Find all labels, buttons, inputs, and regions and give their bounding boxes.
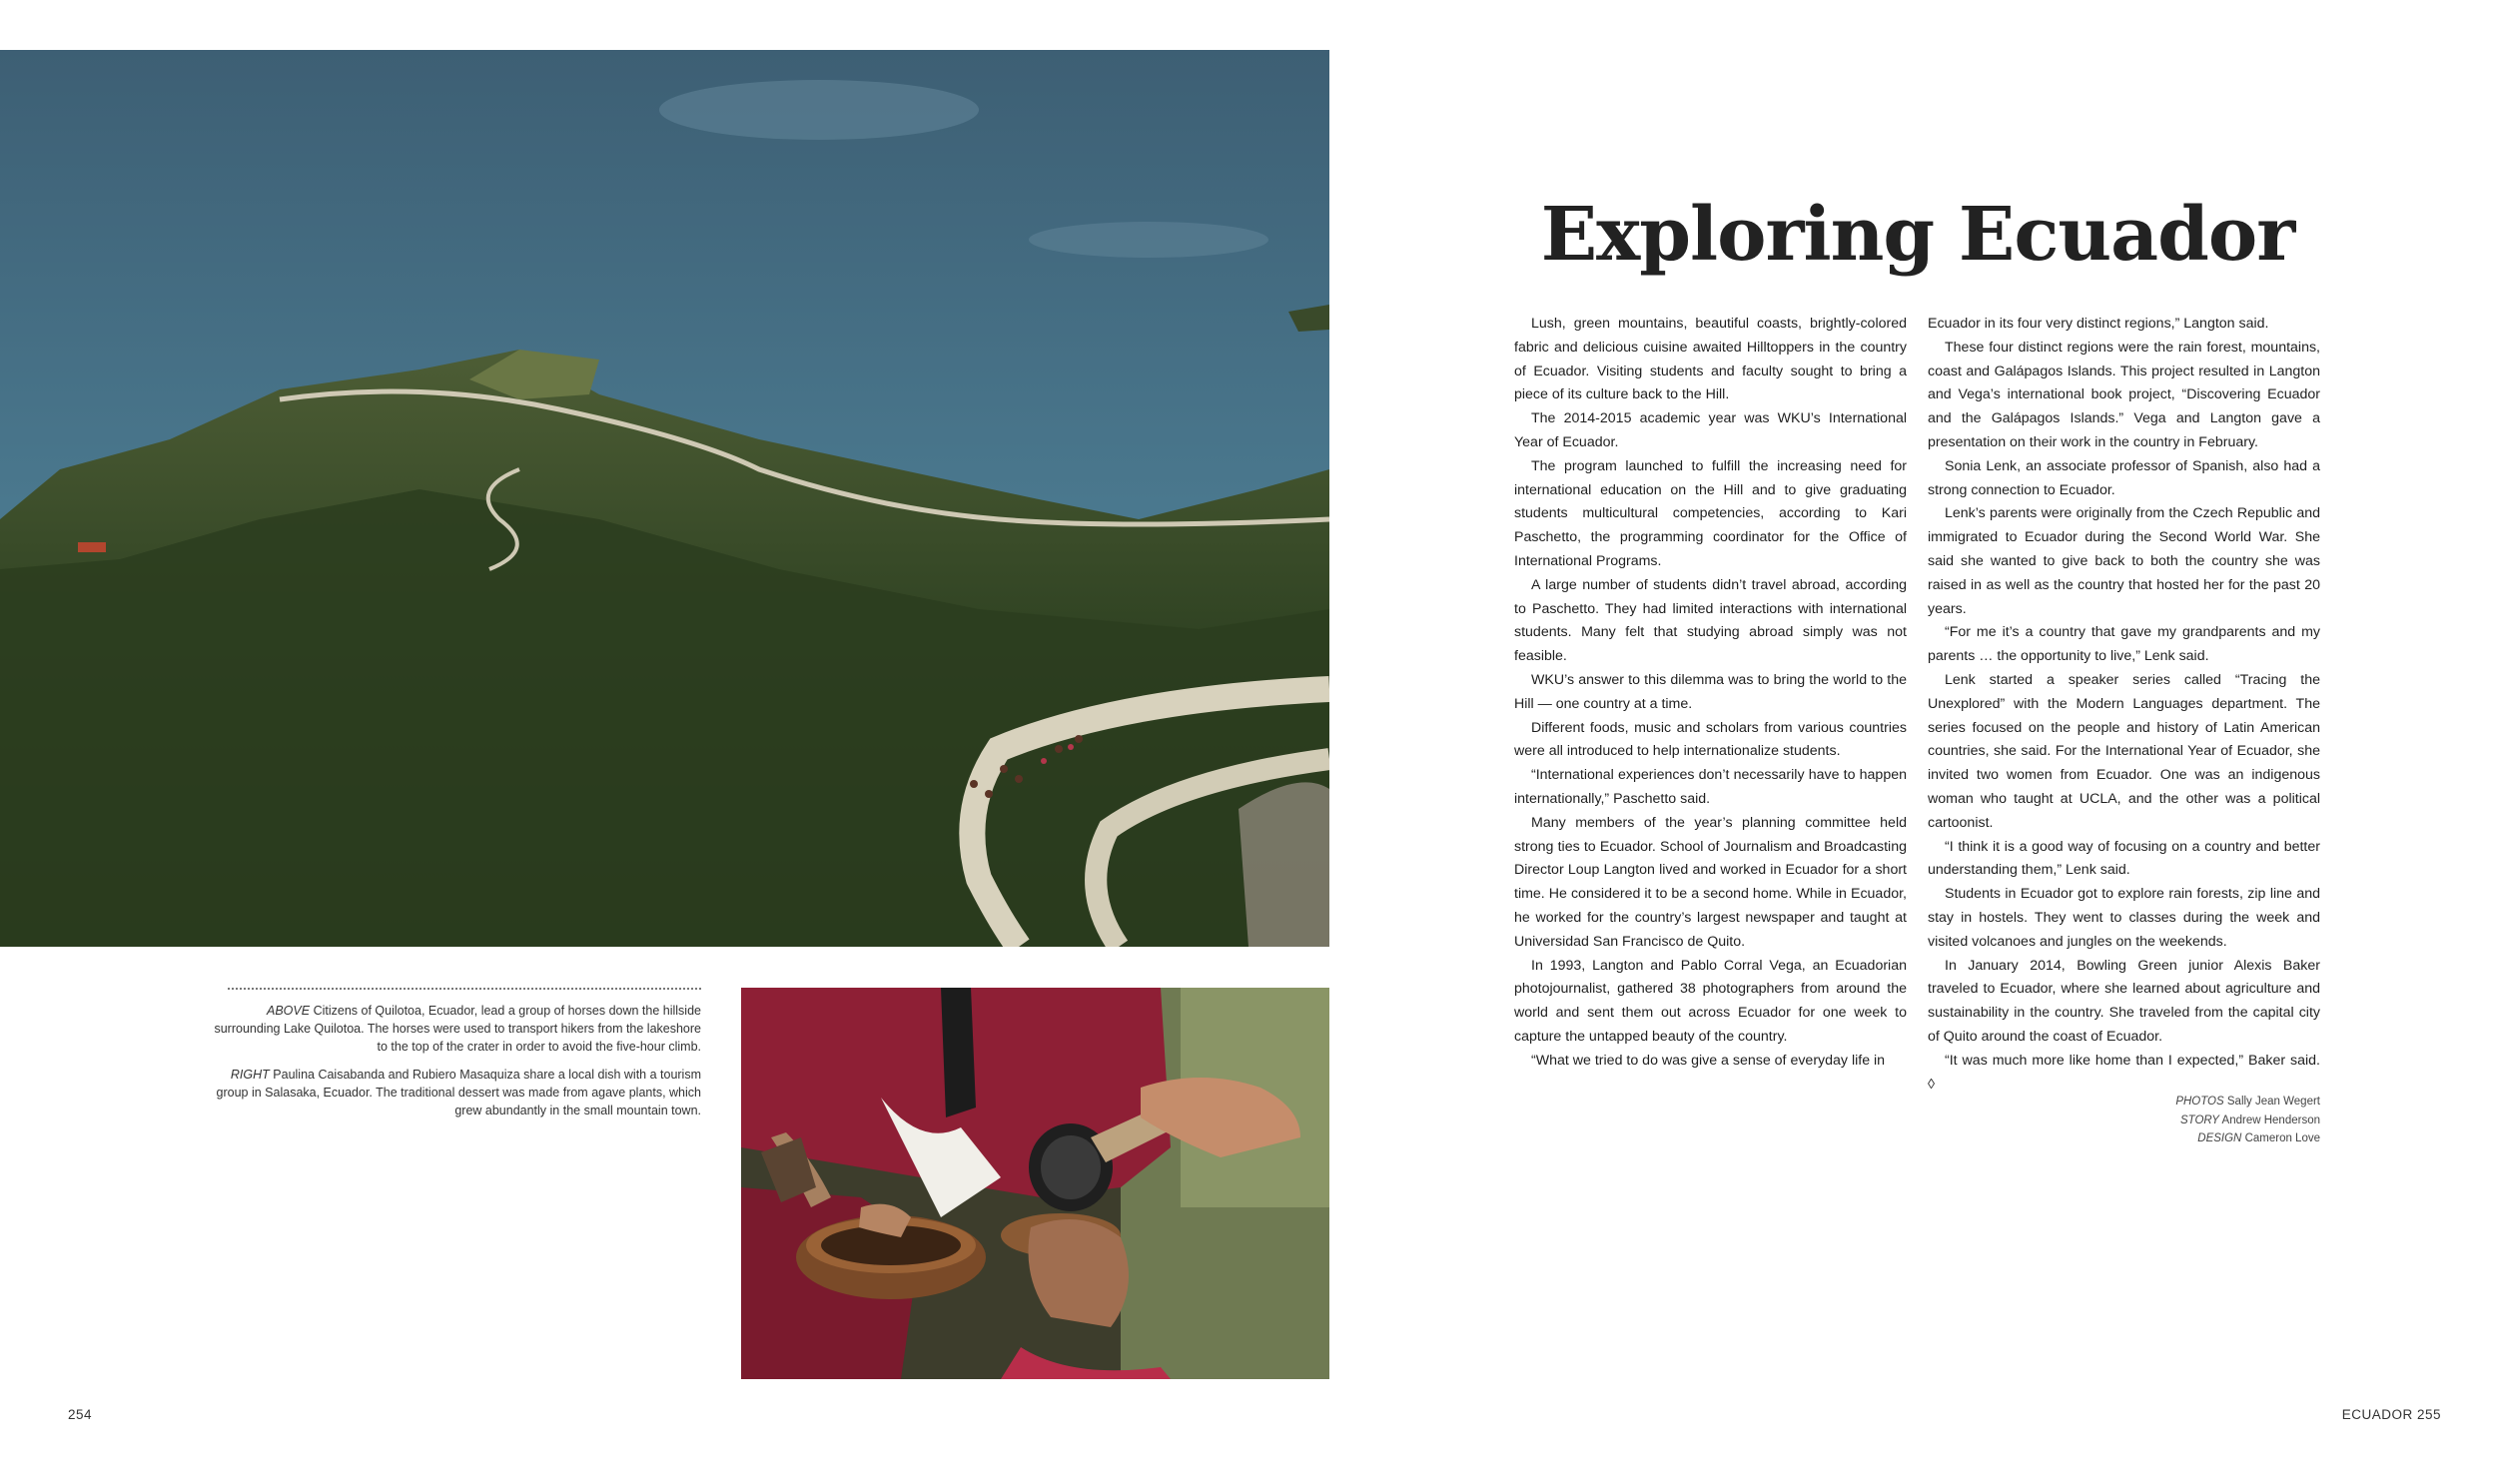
paragraph: The program launched to fulfill the increasing need for international education on the Hill and to give graduating students multicultural competencies, according to Kari Paschetto, the programming coordinator for the Office of International Programs. [1514, 457, 1907, 569]
paragraph: These four distinct regions were the rain forest, mountains, coast and Galápagos Islands. This project resulted in Langton and Vega’s international book project, “Discovering Ecuador and the Galápagos Islands.” Vega and Langton gave a presentation on their work in the country in February. [1928, 339, 2320, 450]
paragraph: Students in Ecuador got to explore rain forests, zip line and stay in hostels. They went to classes during the week and visited volcanoes and jungles on the weekends. [1928, 886, 2320, 950]
paragraph: Many members of the year’s planning committee held strong ties to Ecuador. School of Journalism and Broadcasting Director Loup Langton lived and worked in Ecuador for a short time. He considered it to be a second home. While in Ecuador, he worked for the country’s largest newspaper and taught at Universidad San Francisco de Quito. [1514, 814, 1907, 950]
credit-design-label: DESIGN [2197, 1132, 2242, 1144]
page-folio-right [2342, 1407, 2441, 1422]
paragraph: “International experiences don’t necessarily have to happen internationally,” Paschetto said. [1514, 767, 1907, 807]
credit-photos-name: Sally Jean Wegert [2226, 1096, 2320, 1108]
credit-design-name: Cameron Love [2244, 1132, 2320, 1144]
paragraph-continued: Ecuador in its four very distinct regions,” Langton said. [1928, 316, 2269, 332]
paragraph: The 2014-2015 academic year was WKU’s International Year of Ecuador. [1514, 410, 1907, 450]
credit-design [1928, 1129, 2320, 1148]
local-dish-photo [741, 988, 1329, 1379]
paragraph: “I think it is a good way of focusing on a country and better understanding them,” Lenk said. [1928, 838, 2320, 879]
paragraph: In 1993, Langton and Pablo Corral Vega, an Ecuadorian photojournalist, gathered 38 photographers from around the world and sent them out across Ecuador for one week to capture the untapped beauty of the country. [1514, 957, 1907, 1045]
article-column-2 [1928, 313, 2320, 1097]
caption-right [210, 1066, 701, 1119]
lake-quilotoa-photo [0, 50, 1329, 947]
article-column-1 [1514, 313, 1907, 1074]
caption-right-label: RIGHT [230, 1068, 270, 1082]
paragraph: In January 2014, Bowling Green junior Alexis Baker traveled to Ecuador, where she learned about agriculture and sustainability in the country. She traveled from the capital city of Quito around the coast of Ecuador. [1928, 957, 2320, 1045]
caption-divider [228, 988, 701, 990]
paragraph: “What we tried to do was give a sense of everyday life in [1531, 1052, 1886, 1069]
paragraph: “It was much more like home than I expected,” Baker said. ◊ [1928, 1052, 2320, 1093]
credit-story-label: STORY [2180, 1113, 2219, 1126]
paragraph: Lush, green mountains, beautiful coasts, brightly-colored fabric and delicious cuisine awaited Hilltoppers in the country of Ecuador. Visiting students and faculty sought to bring a piece of its culture back to the Hill. [1514, 316, 1907, 403]
paragraph: Lenk’s parents were originally from the Czech Republic and immigrated to Ecuador during the Second World War. She said she wanted to give back to both the country she was raised in as well as the country that hosted her for the past 20 years. [1928, 505, 2320, 617]
article-credits [1928, 1093, 2320, 1148]
lake-quilotoa-image [0, 50, 1329, 947]
paragraph: Different foods, music and scholars from various countries were all introduced to help internationalize students. [1514, 719, 1907, 760]
page-number-left: 254 [68, 1407, 93, 1422]
local-dish-image [741, 988, 1329, 1379]
caption-above-text: Citizens of Quilotoa, Ecuador, lead a group of horses down the hillside surrounding Lake Quilotoa. The horses were used to transport hikers from the lakeshore to the top of the crater in order to avoid the five-hour climb. [214, 1004, 701, 1054]
caption-above [210, 1002, 701, 1056]
article-title: Exploring Ecuador [1540, 192, 2295, 278]
paragraph: Sonia Lenk, an associate professor of Spanish, also had a strong connection to Ecuador. [1928, 457, 2320, 498]
credit-photos [1928, 1093, 2320, 1112]
photo-captions [210, 1002, 701, 1129]
paragraph: WKU’s answer to this dilemma was to bring the world to the Hill — one country at a time. [1514, 671, 1907, 712]
credit-story-name: Andrew Henderson [2221, 1113, 2320, 1126]
caption-right-text: Paulina Caisabanda and Rubiero Masaquiza share a local dish with a tourism group in Salasaka, Ecuador. The traditional dessert was made from agave plants, which grew abundantly in the small mountain town. [216, 1068, 701, 1117]
page-number-right: 255 [2416, 1407, 2441, 1422]
caption-above-label: ABOVE [267, 1004, 311, 1018]
paragraph: “For me it’s a country that gave my grandparents and my parents … the opportunity to live,” Lenk said. [1928, 624, 2320, 665]
paragraph: Lenk started a speaker series called “Tracing the Unexplored” with the Modern Languages department. The series focused on the people and history of Latin American countries, she said. For the International Year of Ecuador, she invited two women from Ecuador. One was an indigenous woman who taught at UCLA, and the other was a political cartoonist. [1928, 671, 2320, 831]
paragraph: A large number of students didn’t travel abroad, according to Paschetto. They had limited interactions with international students. Many felt that studying abroad simply was not feasible. [1514, 576, 1907, 665]
credit-photos-label: PHOTOS [2175, 1096, 2224, 1108]
section-name: ECUADOR [2341, 1407, 2413, 1422]
credit-story [1928, 1112, 2320, 1130]
